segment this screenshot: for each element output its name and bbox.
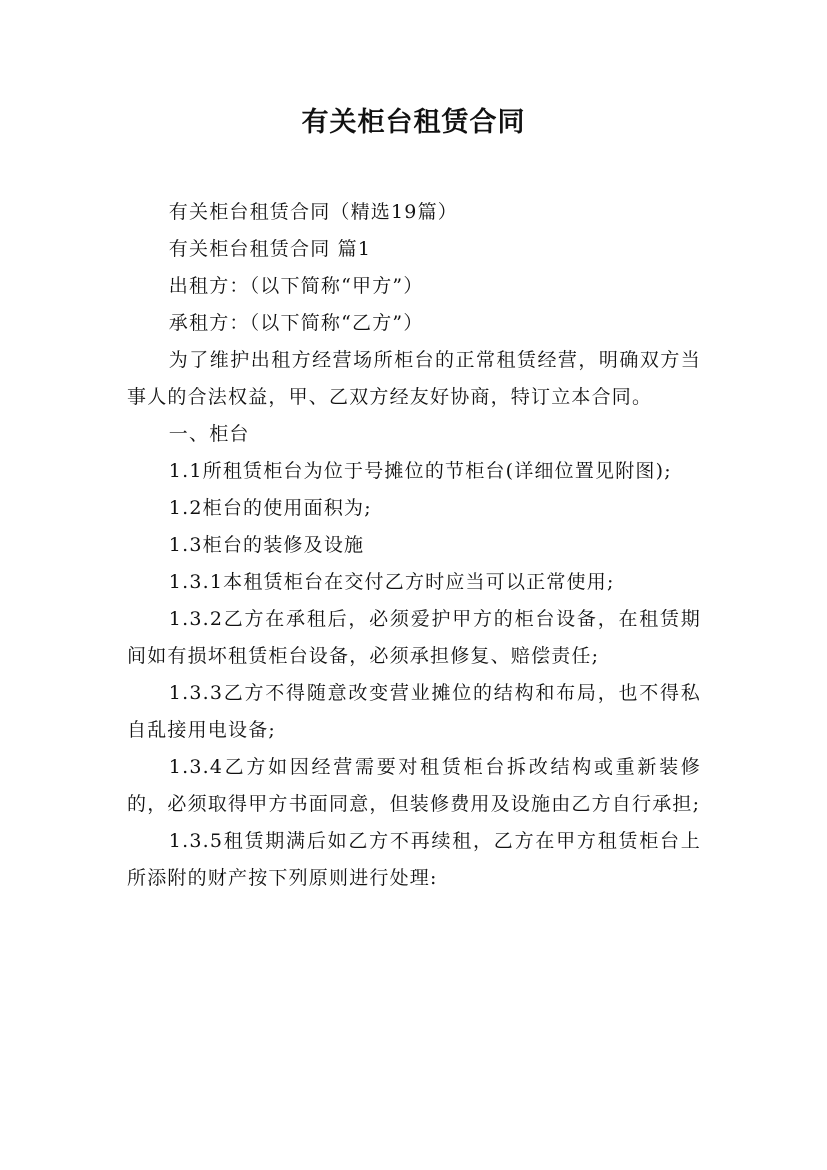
paragraph: 1.2柜台的使用面积为;	[168, 497, 372, 519]
paragraph: 1.3.5租赁期满后如乙方不再续租，乙方在甲方租赁柜台上所添附的财产按下列原则进行处理:	[127, 830, 701, 889]
paragraph: 1.3.2乙方在承租后，必须爱护甲方的柜台设备，在租赁期间如有损坏租赁柜台设备，必须承担修复、赔偿责任;	[127, 608, 701, 667]
paragraph: 1.1所租赁柜台为位于号摊位的节柜台(详细位置见附图);	[168, 460, 672, 482]
paragraph: 1.3.1本租赁柜台在交付乙方时应当可以正常使用;	[168, 571, 615, 593]
paragraph: 承租方：（以下简称“乙方”）	[168, 312, 424, 334]
paragraph: 1.3.3乙方不得随意改变营业摊位的结构和布局，也不得私自乱接用电设备;	[127, 682, 701, 741]
paragraph: 1.3.4乙方如因经营需要对租赁柜台拆改结构或重新装修的，必须取得甲方书面同意，但装修费用及设施由乙方自行承担;	[127, 756, 701, 815]
paragraph: 出租方：（以下简称“甲方”）	[168, 275, 424, 297]
paragraph: 有关柜台租赁合同 篇1	[168, 238, 372, 260]
paragraph: 为了维护出租方经营场所柜台的正常租赁经营，明确双方当事人的合法权益，甲、乙双方经友好协商，特订立本合同。	[127, 349, 701, 408]
paragraph: 1.3柜台的装修及设施	[168, 534, 365, 556]
document-body	[127, 194, 701, 897]
document-title: 有关柜台租赁合同	[301, 107, 526, 138]
paragraph: 有关柜台租赁合同（精选19篇）	[168, 201, 458, 223]
section-heading: 一、柜台	[168, 423, 250, 445]
